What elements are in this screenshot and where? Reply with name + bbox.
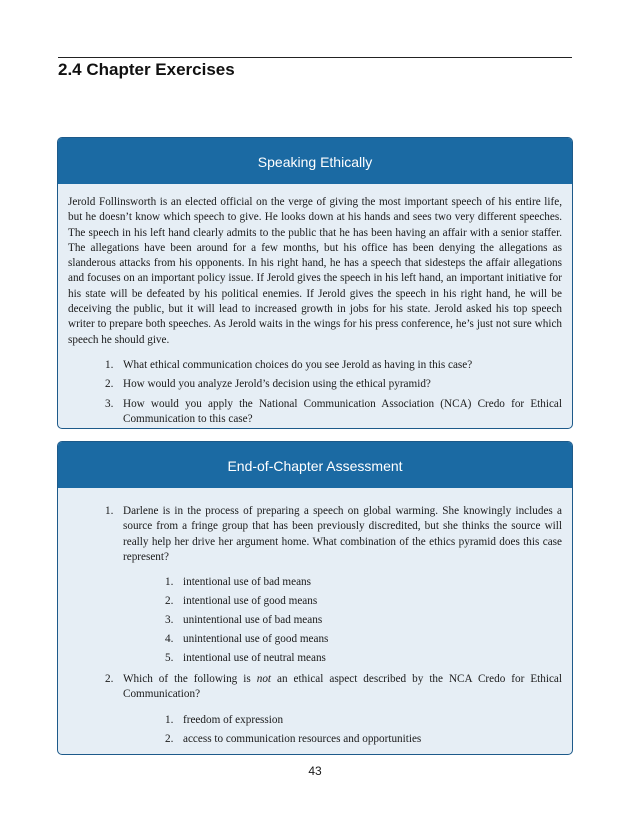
assessment-header: End-of-Chapter Assessment: [58, 442, 572, 488]
page-number: 43: [308, 764, 322, 778]
case-paragraph: Jerold Follinsworth is an elected official on the verge of giving the most important speech of his entire life, but he doesn’t know which speech to give. He looks down at his hands and sees two very different speeches. The speech in his left hand clearly admits to the public that he has been having an affair with a senior staffer. The allegations have been around for a few months, but his office has been denying the allegations as slanderous attacks from his opponents. In his right hand, he has a speech that sidesteps the affair allegations and focuses on an important policy issue. If Jerold gives the speech in his left hand, an important initiative for his state will be defeated by his political enemies. If Jerold gives the speech in his right hand, he will be deceiving the public, but it will lead to increased growth in jobs for his state. Jerold asked his top speech writer to prepare both speeches. As Jerold waits in the wings for his press conference, he’s just not sure which speech he should give.: [68, 196, 562, 346]
question-2-options: [123, 713, 562, 747]
section-rule: [58, 57, 572, 58]
speaking-ethically-header: Speaking Ethically: [58, 138, 572, 184]
assessment-box: [57, 441, 573, 755]
list-item: 3. How would you apply the National Communication Association (NCA) Credo for Ethical Communication to this case?: [105, 397, 562, 425]
list-item: 4. unintentional use of good means: [165, 632, 329, 645]
list-item: 2. How would you analyze Jerold’s decision using the ethical pyramid?: [105, 378, 431, 391]
list-item: 1. What ethical communication choices do you see Jerold as having in this case?: [105, 358, 473, 371]
assessment-questions: [68, 504, 562, 747]
list-item: 2. intentional use of good means: [165, 595, 318, 608]
question-2: 2. Which of the following is not an ethical aspect described by the NCA Credo for Ethical Communication? 1. freedom of expression 2. access to communication resources and opportunities: [68, 672, 562, 747]
list-item: 1. freedom of expression: [165, 713, 284, 726]
question-1-text: Darlene is in the process of preparing a speech on global warming. She knowingly includes a source from a fringe group that has been previously discredited, but she thinks the source will really help her drive her argument home. What combination of the ethics pyramid does this case represent?: [123, 505, 562, 563]
list-item: 2. access to communication resources and opportunities: [165, 732, 422, 745]
list-item: 5. intentional use of neutral means: [165, 651, 326, 664]
list-item: 3. unintentional use of bad means: [165, 613, 323, 626]
section-title: 2.4 Chapter Exercises: [58, 60, 235, 79]
speaking-ethically-box: [57, 137, 573, 429]
discussion-questions: [68, 358, 562, 427]
question-1-options: [123, 575, 562, 666]
question-1: 1. Darlene is in the process of preparing a speech on global warming. She knowingly includes a source from a fringe group that has been previously discredited, but she thinks the source will really help her drive her argument home. What combination of the ethics pyramid does this case represent? 1. intentional use of bad means 2. intentional use of good means 3. unintentional use of bad means 4. unintentional use of good means 5. intentional use of neutral means: [68, 504, 562, 666]
question-2-text: Which of the following is not an ethical aspect described by the NCA Credo for Ethical Communication?: [123, 673, 562, 701]
list-item: 1. intentional use of bad means: [165, 576, 312, 589]
